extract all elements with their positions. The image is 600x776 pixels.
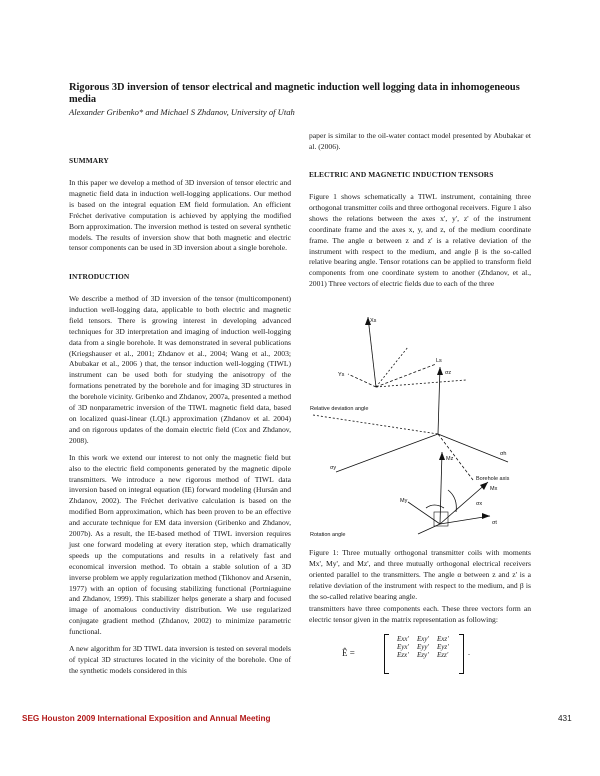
matrix-cell: Eyy' [417, 643, 429, 651]
my-label: My [400, 498, 408, 504]
ys-label: Ys [338, 372, 345, 378]
electric-tensor-equation [312, 634, 532, 676]
tensors-block-2 [309, 604, 531, 626]
upper-dashed-line [376, 380, 466, 387]
paper-authors: Alexander Gribenko* and Michael S Zhdanov, University of Utah [69, 107, 295, 117]
introduction-paragraph-1: We describe a method of 3D inversion of the tensor (multicomponent) induction well-logging data, applicable to both electric and magnetic field tensors. There is growing interest in developing advanced techniques for 3D interpretation and imaging of induction well-logging data from a single borehole. It was demonstrated in several publications (Kriegshauser et al., 2001; Zhdanov et al., 2004; Wang et al., 2003; Abubakar et al., 2006 ) that, the tensor induction well-logging (TIWL) instrument can be used both for studying the anisotropy of the formations penetrated by the borehole and for imaging 3D structures in the borehole vicinity. Gribenko and Zhdanov, 2007a, presented a method of 3D nonparametric inversion of the TIWL magnetic field data, based on localized quasi-linear (LQL) approximation (Zhdanov et al. 2004) and on rigorous updates of the domain electric field (Cox and Zhdanov, 2008). [69, 294, 291, 445]
summary-text-block [69, 178, 291, 254]
introduction-paragraph-3: A new algorithm for 3D TIWL data inversion is tested on several models of typical 3D structures located in the vicinity of the borehole. One of the synthetic models considered in this [69, 644, 291, 675]
figure-1-caption: Figure 1: Three mutually orthogonal transmitter coils with moments Mx', My', and Mz', and three mutually orthogonal electrical receivers oriented parallel to the transmitters. The angle α between z and z' is a relative deviation of the instrument with respect to the medium, and β is the so-called relative bearing angle. [309, 548, 531, 601]
summary-heading: SUMMARY [69, 156, 109, 165]
ls-label: Ls [436, 358, 442, 364]
matrix-cell: Eyx' [397, 643, 409, 651]
sigma-x-label: σx [476, 501, 483, 507]
ys-axis [348, 374, 376, 387]
equation-lhs: Ê = [342, 648, 355, 658]
matrix-cell: Exx' [397, 635, 409, 643]
matrix-cell: Eyz' [437, 643, 449, 651]
matrix-cell: Ezy' [417, 651, 429, 659]
sigma-t-arrowhead [482, 513, 490, 519]
rotation-angle-label: Rotation angle [310, 532, 346, 538]
equation-period: . [468, 648, 470, 657]
page-number: 431 [558, 714, 572, 723]
paper-title: Rigorous 3D inversion of tensor electrical and magnetic induction well logging data in inhomogeneous media [69, 82, 520, 105]
summary-paragraph: In this paper we develop a method of 3D inversion of tensor electric and magnetic field data in induction well-logging applications. Our method is based on the integral equation EM field formulation. An efficient Fréchet derivative computation is achieved by applying the modified Born approximation. The inversion method is tested on several synthetic models. The results of inversion show that both magnetic and electric tensor components can be used in 3D inversion about a single borehole. [69, 178, 291, 253]
matrix-cell: Ezx' [397, 651, 409, 659]
borehole-axis-label: Borehole axis [476, 476, 510, 482]
sigma-y-label: σy [330, 465, 337, 471]
sigma-h-label: σh [500, 451, 507, 457]
introduction-block [69, 294, 291, 677]
matrix-brackets [384, 634, 464, 674]
mz-axis [440, 452, 442, 524]
deviation-line [313, 415, 438, 434]
sigma-z-arrowhead [437, 367, 443, 375]
sigma-z-line [438, 367, 440, 434]
mz-label: Mz [446, 456, 454, 462]
introduction-paragraph-2: In this work we extend our interest to not only the magnetic field but also to the electric field components generated by the magnetic dipole transmitters. We introduce a new rigorous method of TIWL data inversion based on integral equation (IE) forward modeling (Hursán and Zhdanov, 2002). The Fréchet derivative calculation is based on the modified Born approximation, which has been proven to be an effective and accurate technique for EM data inversion (Gribenko and Zhdanov, 2007b). As a result, the IE-based method of TIWL inversion requires just one forward modeling at every iteration step, which dramatically speeds up the computations and results in a relatively fast and economical inversion method. To obtain a stable solution of a 3D inverse problem we apply regularization method (Tikhonov and Arsenin, 1977) with an option of focusing stabilizing functional (Portniaguine and Zhdanov, 1999). This stabilizer helps generate a sharp and focused image of anomalous conductivity distribution. We use regularized conjugate gradient method (Zhdanov, 2002) to minimize parametric functional. [69, 452, 291, 637]
tensors-paragraph-2: transmitters have three components each. These three vectors form an electric tensor given in the matrix representation as following: [309, 604, 531, 624]
page-footer [0, 714, 600, 730]
tensors-heading: ELECTRIC AND MAGNETIC INDUCTION TENSORS [309, 170, 494, 179]
xs-label: Xs [370, 318, 377, 324]
bearing-arc [448, 490, 456, 512]
matrix-cell: Ezz' [437, 651, 449, 659]
introduction-heading: INTRODUCTION [69, 272, 130, 281]
conference-name: SEG Houston 2009 International Exposition and Annual Meeting [22, 714, 271, 723]
tensors-paragraph-1: Figure 1 shows schematically a TIWL instrument, containing three orthogonal transmitter coils and three orthogonal receivers. Figure 1 also shows the relations between the axes x', y', z' of the instrument coordinate frame and the axes x, y, and z, of the medium coordinate frame. The angle α between z and z' is a relative deviation of the instrument with respect to the medium, and angle β is the so-called relative bearing angle. Tensor rotations can be applied to transform field components from one coordinate system to another (Zhdanov, et al., 2001) Three vectors of electric fields due to each of the three [309, 192, 531, 289]
rotation-arc [426, 505, 444, 508]
sigma-t-label: σt [492, 520, 497, 526]
matrix-cell: Exy' [417, 635, 429, 643]
figure-caption-block [309, 548, 531, 603]
figure-1-tiwl-diagram [308, 312, 530, 542]
matrix-cell: Exz' [437, 635, 449, 643]
continuation-paragraph: paper is similar to the oil-water contact model presented by Abubakar et al. (2006). [309, 131, 531, 151]
continuation-block [309, 131, 531, 153]
tensors-block [309, 192, 531, 290]
xs-axis [368, 317, 376, 387]
sigma-y-line [336, 434, 438, 472]
rotation-line [418, 524, 440, 534]
mz-arrowhead [439, 452, 445, 460]
mx-label: Mx [490, 486, 498, 492]
sigma-z-label: σz [445, 370, 452, 376]
relative-deviation-label: Relative deviation angle [310, 406, 369, 412]
matrix-table [393, 635, 453, 659]
mx-arrowhead [480, 482, 488, 490]
ls-axis [376, 364, 436, 387]
